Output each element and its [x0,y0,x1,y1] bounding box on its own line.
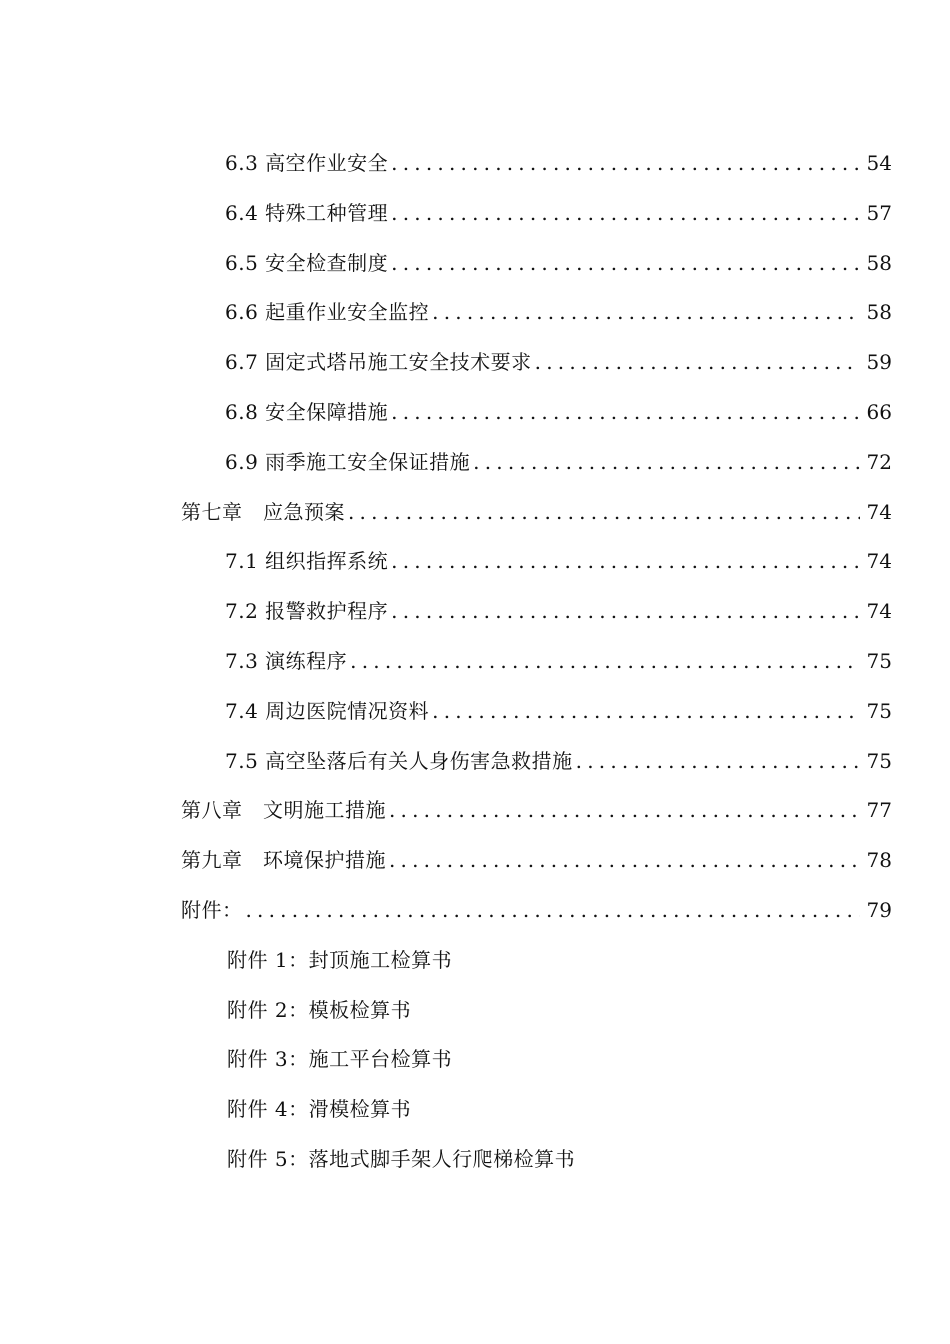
toc-entry-page: 75 [866,698,892,723]
toc-entry[interactable] [0,736,950,786]
toc-entry-title: 6.3 高空作业安全 [225,151,389,175]
toc-entry[interactable] [0,536,950,586]
toc-entry-title: 6.9 雨季施工安全保证措施 [225,449,471,474]
dot-leader [345,487,860,537]
toc-entry[interactable] [0,138,950,188]
toc-chapter[interactable] [0,785,950,835]
toc-entry-title: 附件： [181,897,243,922]
toc-entry-page: 74 [866,499,892,524]
dot-leader [429,686,860,736]
toc-entry-title: 附件 2：模板检算书 [227,997,412,1022]
toc-entry[interactable] [0,337,950,387]
toc-entry-title: 6.6 起重作业安全监控 [225,300,430,325]
toc-entry-title: 附件 3：施工平台检算书 [227,1047,453,1072]
toc-entry[interactable] [0,586,950,636]
toc-entry-title: 附件 5：落地式脚手架人行爬梯检算书 [227,1146,576,1171]
toc-entry-title: 第七章 应急预案 [181,499,345,524]
toc-entry-page: 74 [866,549,892,574]
toc-entry-title: 第八章 文明施工措施 [181,798,386,823]
toc-entry-title: 7.1 组织指挥系统 [225,549,389,574]
toc-entry-title: 6.5 安全检查制度 [225,250,389,275]
toc-entry-page: 77 [866,798,892,823]
dot-leader [347,636,860,686]
toc-entry-page: 66 [866,399,892,424]
toc-entry-title: 第九章 环境保护措施 [181,848,386,873]
toc-appendix-item[interactable] [0,985,950,1035]
toc-entry-page: 74 [866,599,892,624]
toc-entry-page: 78 [866,848,892,873]
dot-leader [388,387,860,437]
dot-leader [243,885,861,935]
toc-entry-title: 7.3 演练程序 [225,648,348,673]
toc-entry-title: 附件 1：封顶施工检算书 [227,947,453,972]
toc-entry-title: 7.5 高空坠落后有关人身伤害急救措施 [225,748,573,773]
toc-entry-page: 59 [866,350,892,375]
toc-entry-page: 54 [866,151,892,175]
toc-entry-page: 58 [866,300,892,325]
toc-entry-title: 附件 4：滑模检算书 [227,1097,412,1122]
toc-entry-title: 7.2 报警救护程序 [225,599,389,624]
dot-leader [386,835,860,885]
toc-entry[interactable] [0,387,950,437]
toc-entry-page: 75 [866,648,892,673]
toc-entry[interactable] [0,238,950,288]
toc-entry[interactable] [0,686,950,736]
dot-leader [429,287,860,337]
toc-entry-title: 7.4 周边医院情况资料 [225,698,430,723]
dot-leader [470,437,860,487]
toc-appendix-item[interactable] [0,1084,950,1134]
dot-leader [388,586,860,636]
dot-leader [573,736,860,786]
toc-appendix-item[interactable] [0,1034,950,1084]
dot-leader [532,337,860,387]
toc-entry-page: 72 [866,449,892,474]
toc-entry-page: 79 [866,897,892,922]
dot-leader [386,785,860,835]
toc-entry-title: 6.8 安全保障措施 [225,399,389,424]
toc-entry[interactable] [0,636,950,686]
toc-entry[interactable] [0,287,950,337]
table-of-contents [0,138,950,1184]
toc-entry[interactable] [0,437,950,487]
dot-leader [388,536,860,586]
toc-entry-title: 6.7 固定式塔吊施工安全技术要求 [225,350,532,375]
toc-entry-page: 75 [866,748,892,773]
toc-appendix-item[interactable] [0,1134,950,1184]
toc-entry-page: 57 [866,200,892,225]
toc-entry-title: 6.4 特殊工种管理 [225,200,389,225]
dot-leader [388,138,860,188]
toc-chapter[interactable] [0,885,950,935]
toc-chapter[interactable] [0,487,950,537]
dot-leader [388,188,860,238]
dot-leader [388,238,860,288]
toc-entry[interactable] [0,188,950,238]
toc-appendix-item[interactable] [0,935,950,985]
toc-chapter[interactable] [0,835,950,885]
toc-entry-page: 58 [866,250,892,275]
